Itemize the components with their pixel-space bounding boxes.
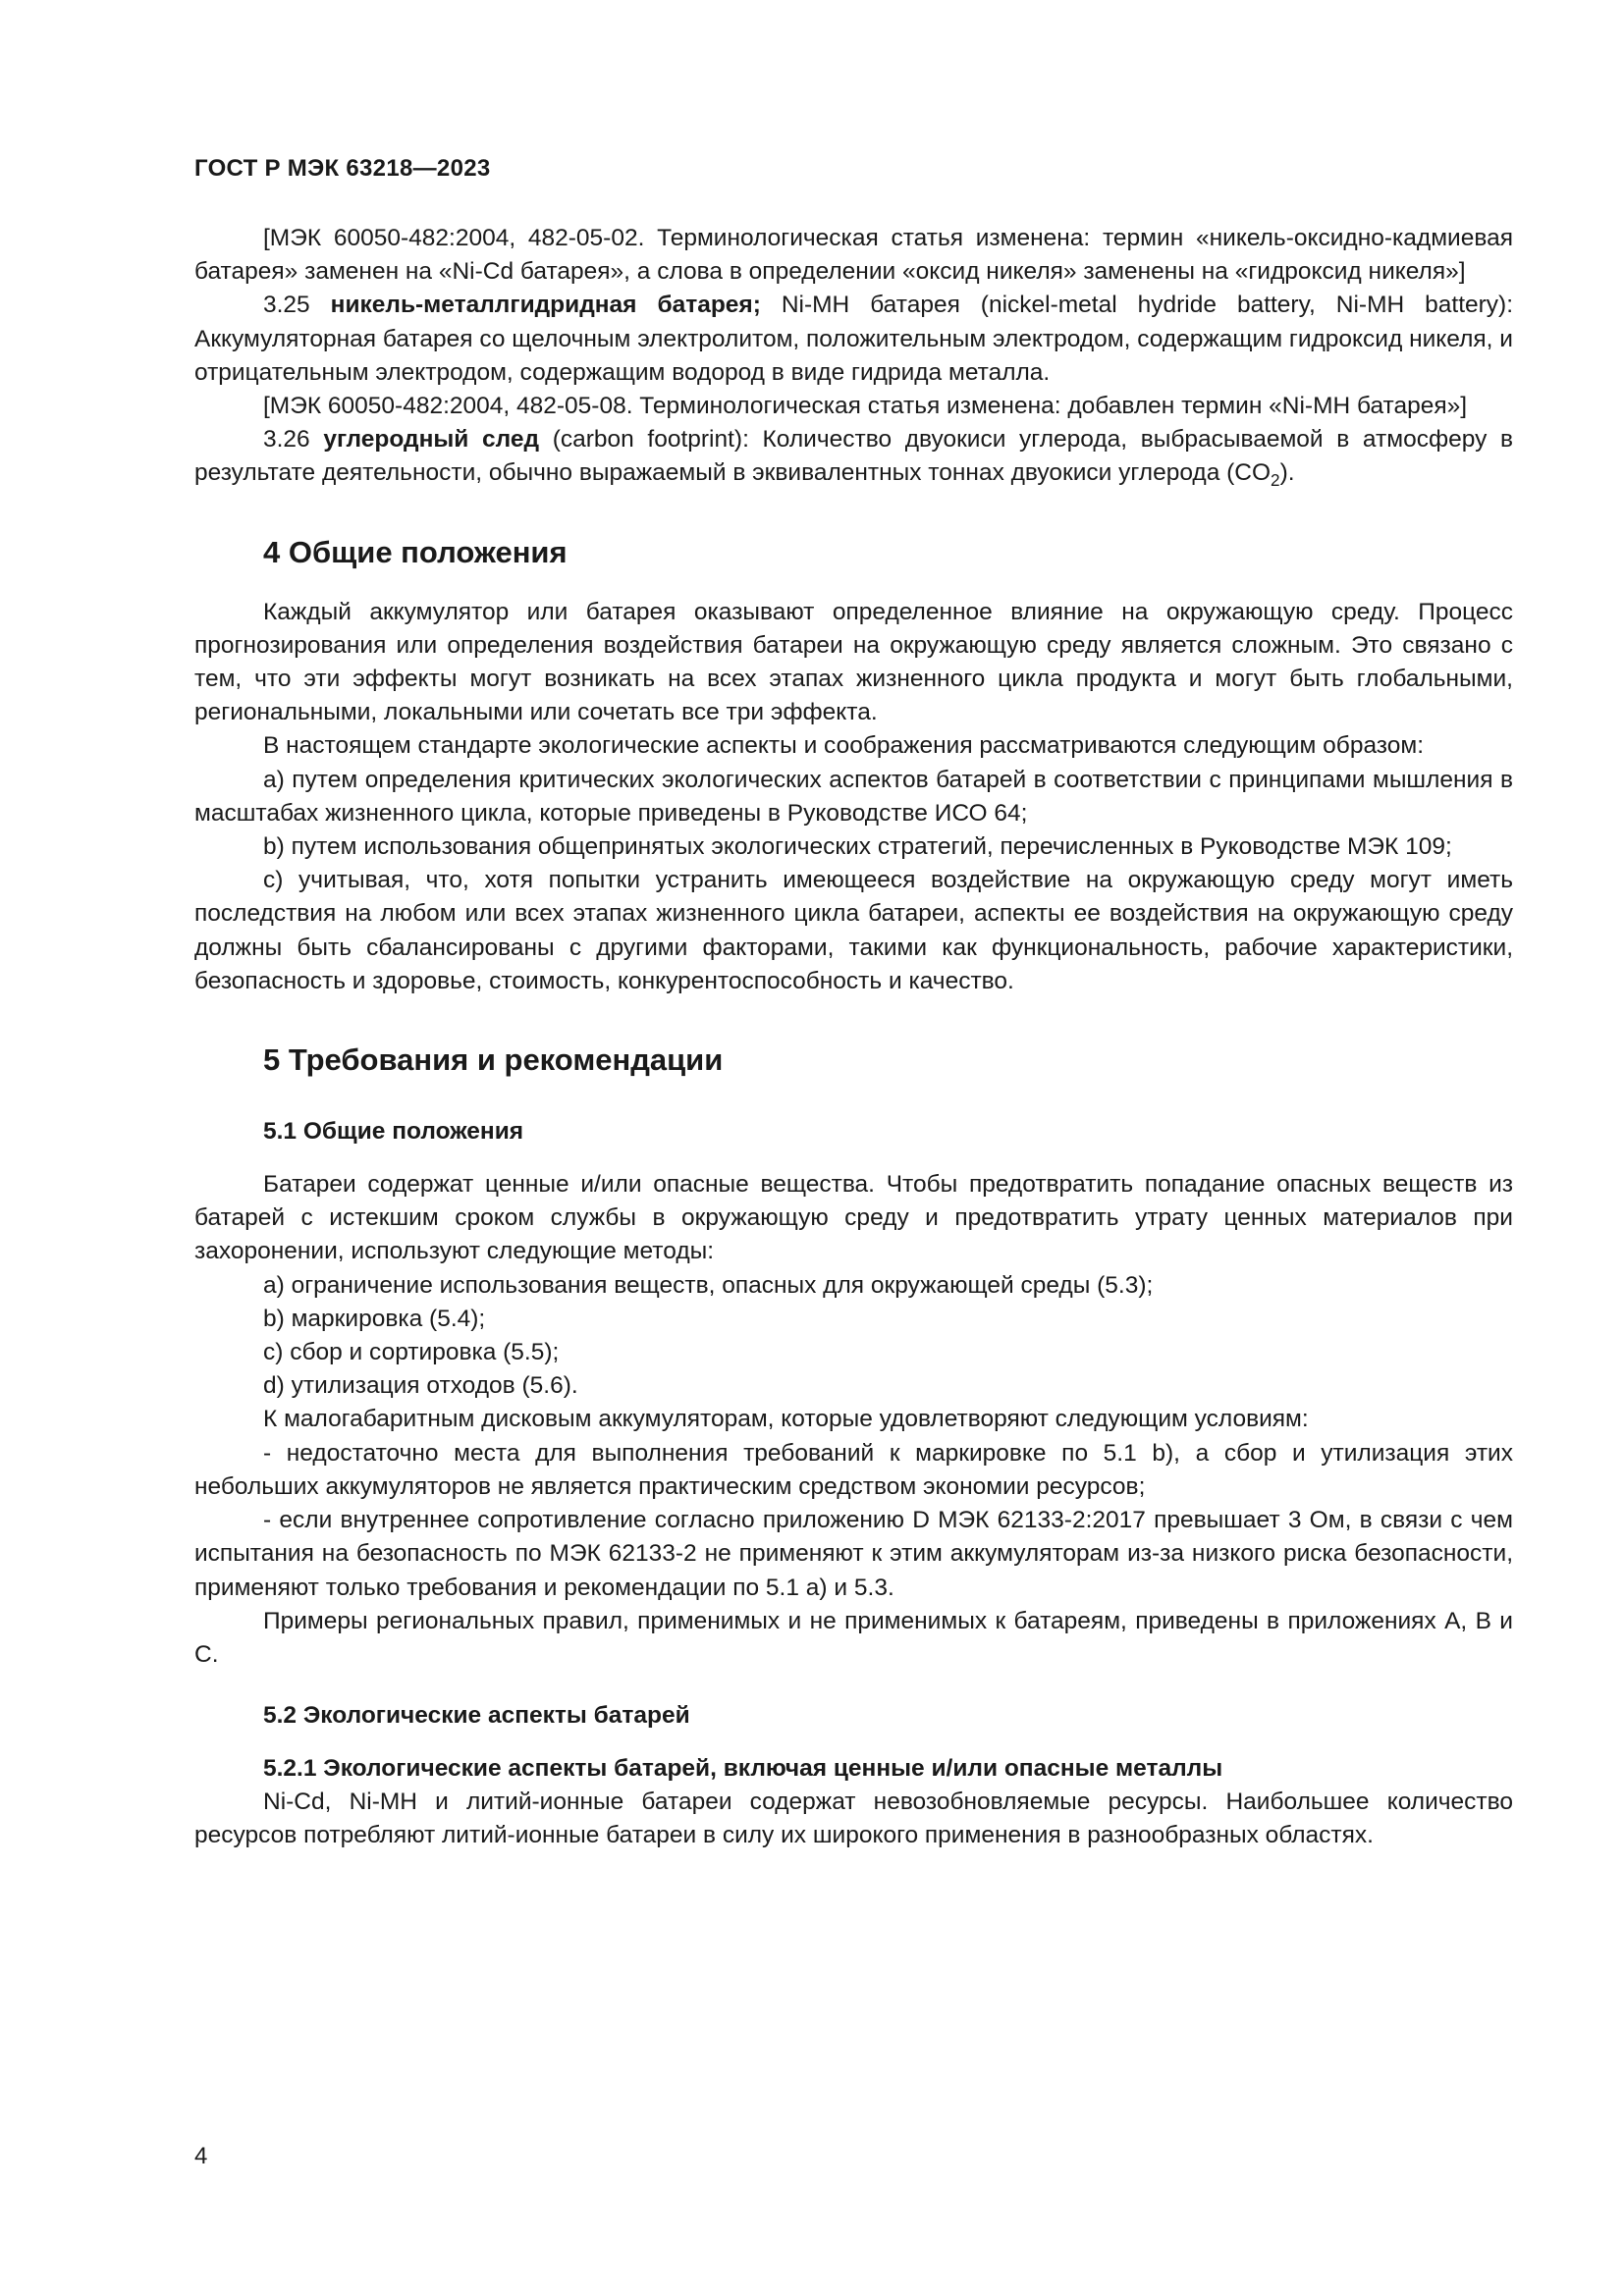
term-definition: Ni-MH батарея (nickel-metal hydride battery, Ni-MH battery): Аккумуляторная батарея со щелочным электролитом, положительным электродом, содержащим гидроксид никеля, и отрицательным электродом, содержащим водород в виде гидрида металла.	[194, 292, 1514, 386]
section-5-1-paragraph: К малогабаритным дисковым аккумуляторам, которые удовлетворяют следующим условиям:	[263, 1406, 1309, 1433]
section-5-2-1-heading: 5.2.1 Экологические аспекты батарей, включая ценные и/или опасные металлы	[263, 1755, 1223, 1783]
list-item: a) ограничение использования веществ, опасных для окружающей среды (5.3);	[263, 1271, 1154, 1299]
subscript: 2	[1271, 470, 1280, 491]
term-number: 3.26	[263, 426, 310, 454]
list-item: b) маркировка (5.4);	[263, 1305, 486, 1332]
list-item: a) путем определения критических экологических аспектов батарей в соответствии с принципами мышления в масштабах жизненного цикла, которые приведены в Руководстве ИСО 64;	[194, 766, 1513, 827]
section-5-2-1-paragraph: Ni-Cd, Ni-MH и литий-ионные батареи содержат невозобновляемые ресурсы. Наибольшее количество ресурсов потребляют литий-ионные батареи в силу их широкого применения в разнообразных областях.	[194, 1789, 1513, 1849]
term-3-24-note: [МЭК 60050-482:2004, 482-05-02. Терминологическая статья изменена: термин «никель-оксидно-кадмиевая батарея» заменен на «Ni-Cd батарея», а слова в определении «оксид никеля» заменены на «гидроксид никеля»]	[194, 225, 1513, 286]
term-name: никель-металлгидридная батарея;	[330, 292, 761, 319]
term-3-26	[194, 423, 1513, 490]
section-4-paragraph: Каждый аккумулятор или батарея оказывают определенное влияние на окружающую среду. Процесс прогнозирования или определения воздействия батареи на окружающую среду является сложным. Это связано с тем, что эти эффекты могут возникать на всех этапах жизненного цикла продукта и могут быть глобальными, региональными, локальными или сочетать все три эффекта.	[194, 598, 1513, 726]
term-name: углеродный след	[323, 426, 540, 454]
section-5-1-paragraph: Батареи содержат ценные и/или опасные вещества. Чтобы предотвратить попадание опасных веществ из батарей с истекшим сроком службы в окружающую среду и предотвратить утрату ценных материалов при захоронении, используют следующие методы:	[194, 1171, 1513, 1265]
list-item: c) учитывая, что, хотя попытки устранить имеющееся воздействие на окружающую среду могут иметь последствия на любом или всех этапах жизненного цикла батареи, аспекты ее воздействия на окружающую среду должны быть сбалансированы с другими факторами, такими как функциональность, рабочие характеристики, безопасность и здоровье, стоимость, конкурентоспособность и качество.	[194, 867, 1513, 994]
section-5-1-paragraph: Примеры региональных правил, применимых и не применимых к батареям, приведены в приложениях А, В и С.	[194, 1607, 1513, 1668]
section-5-1-heading: 5.1 Общие положения	[263, 1118, 524, 1146]
page-header: ГОСТ Р МЭК 63218—2023	[194, 155, 491, 182]
list-item: c) сбор и сортировка (5.5);	[263, 1339, 560, 1366]
section-5-2-heading: 5.2 Экологические аспекты батарей	[263, 1702, 690, 1730]
page-body	[194, 222, 1513, 1853]
page-number: 4	[194, 2143, 208, 2169]
term-number: 3.25	[263, 292, 310, 319]
dash-list-item: - если внутреннее сопротивление согласно приложению D МЭК 62133-2:2017 превышает 3 Ом, в связи с чем испытания на безопасность по МЭК 62133-2 не применяют к этим аккумуляторам из-за низкого риска безопасности, применяют только требования и рекомендации по 5.1 a) и 5.3.	[194, 1507, 1513, 1601]
list-item: d) утилизация отходов (5.6).	[263, 1372, 578, 1400]
list-item: b) путем использования общепринятых экологических стратегий, перечисленных в Руководстве МЭК 109;	[263, 833, 1452, 861]
term-3-25-note: [МЭК 60050-482:2004, 482-05-08. Терминологическая статья изменена: добавлен термин «Ni-MH батарея»]	[263, 393, 1468, 420]
section-4-heading: 4 Общие положения	[263, 534, 568, 569]
term-3-25	[194, 289, 1513, 390]
section-5-heading: 5 Требования и рекомендации	[263, 1042, 724, 1078]
term-definition: (carbon footprint): Количество двуокиси углерода, выбрасываемой в атмосферу в результате деятельности, обычно выражаемый в эквивалентных тоннах двуокиси углерода (CO	[194, 426, 1513, 487]
term-definition-tail: ).	[1279, 459, 1295, 487]
dash-list-item: - недостаточно места для выполнения требований к маркировке по 5.1 b), а сбор и утилизация этих небольших аккумуляторов не является практическим средством экономии ресурсов;	[194, 1439, 1513, 1500]
section-4-paragraph: В настоящем стандарте экологические аспекты и соображения рассматриваются следующим образом:	[263, 732, 1425, 760]
